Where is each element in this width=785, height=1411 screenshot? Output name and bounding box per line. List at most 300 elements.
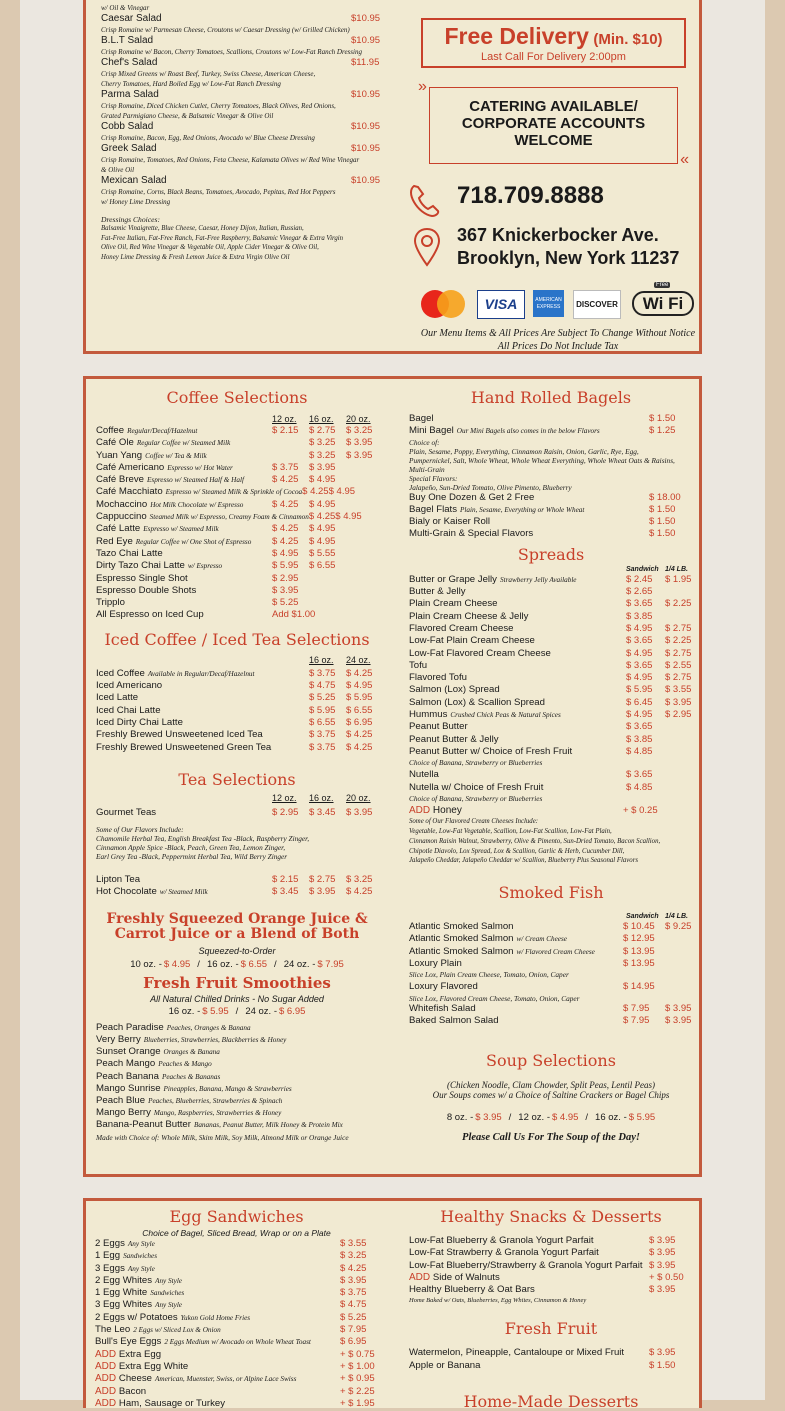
item-price: $ 3.95 bbox=[649, 1284, 676, 1296]
menu-item-row bbox=[409, 611, 693, 623]
orange-juice-subtitle: Squeezed-to-Order bbox=[198, 945, 276, 956]
menu-card-salads-info bbox=[83, 0, 702, 354]
soup-prices bbox=[409, 1112, 693, 1123]
dressing-options: Fat-Free Italian, Fat-Free Ranch, Fat-Free Raspberry, Balsamic Vinegar & Extra Virgin bbox=[101, 234, 344, 242]
item-description: Coffee w/ Tea & Milk bbox=[145, 451, 207, 460]
item-price: $ 4.95 bbox=[309, 474, 336, 486]
salad-row bbox=[101, 143, 381, 155]
item-price: $ 4.95 bbox=[272, 547, 299, 559]
item-label bbox=[409, 598, 626, 610]
item-label bbox=[96, 668, 309, 680]
item-label bbox=[96, 450, 272, 462]
salad-price: $10.95 bbox=[351, 175, 381, 186]
item-name: Hummus bbox=[409, 709, 448, 721]
item-label bbox=[96, 597, 272, 609]
item-price: $ 13.95 bbox=[623, 958, 655, 969]
item-name: Café Macchiato bbox=[96, 486, 163, 498]
soup-selections-title: Soup Selections bbox=[486, 1051, 616, 1071]
item-name: Cheese bbox=[118, 1373, 152, 1385]
item-name: Extra Egg bbox=[118, 1348, 162, 1360]
smoothie-name: Banana-Peanut Butter bbox=[96, 1119, 191, 1131]
item-description: Any Style bbox=[155, 1276, 183, 1285]
item-label bbox=[409, 660, 626, 672]
smoothie-name: Peach Paradise bbox=[96, 1021, 164, 1033]
item-label bbox=[409, 635, 626, 647]
menu-item-row bbox=[409, 1015, 693, 1027]
item-price: $ 6.55 bbox=[346, 704, 373, 716]
item-label bbox=[96, 680, 309, 692]
item-price: $ 4.95 bbox=[626, 647, 653, 659]
item-price: $ 5.95 bbox=[626, 684, 653, 696]
item-name: Café Americano bbox=[96, 461, 165, 473]
item-price: $ 4.25 bbox=[308, 511, 336, 523]
item-price: $ 6.95 bbox=[346, 716, 373, 728]
smoothies-subtitle: All Natural Chilled Drinks - No Sugar Added bbox=[150, 993, 324, 1004]
item-price: $ 4.85 bbox=[626, 745, 653, 757]
size-label: 10 oz. - bbox=[130, 958, 162, 970]
catering-line-1: CATERING AVAILABLE/ bbox=[469, 98, 638, 115]
size-price: $ 4.95 bbox=[163, 958, 191, 970]
size-label: 24 oz. - bbox=[283, 958, 316, 970]
egg-sandwiches-subtitle: Choice of Bagel, Sliced Bread, Wrap or on a Plate bbox=[142, 1228, 331, 1238]
menu-item-row bbox=[409, 782, 693, 794]
item-price: $ 3.95 bbox=[665, 696, 692, 708]
wifi-icon bbox=[632, 282, 696, 318]
delivery-title: Free Delivery bbox=[444, 23, 589, 49]
item-label bbox=[95, 1398, 340, 1410]
menu-item-row bbox=[96, 462, 378, 474]
item-price: $ 3.25 bbox=[309, 437, 336, 449]
bagels-column bbox=[409, 379, 693, 1174]
item-name: Side of Walnuts bbox=[432, 1271, 500, 1283]
add-label: ADD bbox=[95, 1397, 117, 1409]
item-price: $ 2.75 bbox=[665, 672, 692, 684]
orange-juice-title-1: Freshly Squeezed Orange Juice & bbox=[106, 910, 368, 927]
bagel-flavors-note: Special Flavors: bbox=[409, 473, 458, 483]
item-price: + $ 0.95 bbox=[340, 1373, 375, 1385]
item-name: Atlantic Smoked Salmon bbox=[409, 921, 514, 933]
smoothie-ingredients: Oranges & Banana bbox=[163, 1048, 220, 1057]
item-name: Bull's Eye Eggs bbox=[95, 1336, 162, 1348]
item-name: Peanut Butter & Jelly bbox=[409, 733, 499, 745]
item-price: $ 2.65 bbox=[626, 586, 653, 598]
item-name: 3 Egg Whites bbox=[95, 1299, 153, 1311]
item-price: $ 4.25 bbox=[302, 486, 329, 498]
salad-description: Crisp Romaine w/ Parmesan Cheese, Croutons w/ Caesar Dressing (w/ Grilled Chicken) bbox=[101, 26, 350, 34]
item-price: $ 5.95 bbox=[346, 692, 373, 704]
item-price: $ 6.55 bbox=[309, 560, 336, 572]
smoothie-row bbox=[96, 1022, 378, 1034]
item-name: Dirty Tazo Chai Latte bbox=[96, 560, 185, 572]
smoothie-ingredients: Peaches & Mango bbox=[158, 1060, 212, 1069]
menu-item-row bbox=[409, 516, 693, 528]
item-price: $ 4.75 bbox=[340, 1299, 367, 1311]
price-notice-2: All Prices Do Not Include Tax bbox=[497, 341, 619, 352]
item-name: Low-Fat Blueberry & Granola Yogurt Parfait bbox=[409, 1235, 594, 1246]
item-label bbox=[96, 573, 272, 585]
size-label: / bbox=[508, 1112, 512, 1124]
item-description: Espresso w/ Hot Water bbox=[167, 463, 233, 472]
salad-description: Cherry Tomatoes, Hard Boiled Egg w/ Low-Fat Ranch Dressing bbox=[101, 80, 281, 88]
item-price: $ 3.25 bbox=[340, 1250, 367, 1262]
item-description: Plain, Sesame, Everything or Whole Wheat bbox=[460, 505, 585, 514]
smoothie-prices bbox=[96, 1006, 378, 1017]
menu-item-row bbox=[409, 598, 693, 610]
item-name: Iced Coffee bbox=[96, 667, 145, 679]
item-price: $ 2.25 bbox=[665, 598, 692, 610]
item-price: $ 5.95 bbox=[309, 704, 336, 716]
smoothie-milk-note: Made with Choice of: Whole Milk, Skim Milk, Soy Milk, Almond Milk or Orange Juice bbox=[96, 1132, 349, 1142]
size-price: $ 3.95 bbox=[475, 1112, 502, 1124]
item-label bbox=[96, 462, 272, 474]
tea-size-header: 12 oz. 16 oz. 20 oz. bbox=[272, 792, 371, 803]
item-price: Add $1.00 bbox=[272, 609, 316, 621]
menu-item-row bbox=[95, 1373, 378, 1385]
item-price: $ 6.45 bbox=[626, 696, 653, 708]
smoothie-ingredients: Peaches & Bananas bbox=[161, 1072, 221, 1081]
item-price: $ 4.95 bbox=[335, 511, 362, 523]
item-price: $ 4.95 bbox=[328, 486, 356, 498]
double-chevron-left-icon: « bbox=[680, 151, 689, 168]
salad-description: Crisp Mixed Greens w/ Roast Beef, Turkey, Swiss Cheese, American Cheese, bbox=[101, 70, 316, 78]
coffee-size-header: 12 oz. 16 oz. 20 oz. bbox=[272, 414, 371, 424]
delivery-box bbox=[421, 18, 686, 68]
item-price: $ 2.25 bbox=[665, 635, 692, 647]
item-price: $ 2.75 bbox=[665, 622, 692, 634]
salad-description: w/ Oil & Vinegar bbox=[101, 4, 150, 12]
item-label bbox=[409, 921, 623, 933]
salad-row bbox=[101, 35, 381, 47]
menu-item-row bbox=[96, 573, 378, 585]
item-name: Low-Fat Plain Cream Cheese bbox=[409, 635, 535, 647]
item-label bbox=[409, 492, 649, 504]
tea-flavor-note: Chamomile Herbal Tea, English Breakfast Tea -Black, Raspberry Zinger, bbox=[96, 834, 310, 844]
visa-icon: VISA bbox=[477, 290, 525, 319]
item-label bbox=[95, 1263, 340, 1275]
item-label bbox=[409, 1347, 649, 1359]
phone-icon bbox=[408, 183, 442, 219]
item-name: Tripplo bbox=[96, 597, 125, 609]
smoothies-title: Fresh Fruit Smoothies bbox=[143, 973, 331, 992]
salad-description: & Olive Oil bbox=[101, 166, 135, 174]
item-price: $ 3.65 bbox=[626, 598, 653, 610]
menu-item-row bbox=[409, 528, 693, 540]
item-label bbox=[409, 697, 626, 709]
item-name: Café Latte bbox=[96, 523, 141, 535]
item-name: 3 Eggs bbox=[95, 1262, 125, 1274]
smoothie-ingredients: Peaches, Oranges & Banana bbox=[166, 1023, 251, 1032]
item-label bbox=[409, 672, 626, 684]
menu-item-row bbox=[96, 511, 378, 523]
item-label bbox=[96, 742, 309, 754]
menu-item-row bbox=[409, 921, 693, 933]
item-label bbox=[96, 609, 272, 621]
item-price: $ 4.25 bbox=[340, 1262, 367, 1274]
smoothie-label bbox=[96, 1119, 378, 1131]
soup-varieties: (Chicken Noodle, Clam Chowder, Split Peas, Lentil Peas) bbox=[447, 1080, 655, 1091]
menu-item-row bbox=[409, 958, 693, 970]
item-name: 1 Egg bbox=[95, 1250, 121, 1262]
item-price: $ 3.25 bbox=[309, 449, 336, 461]
item-label bbox=[409, 516, 649, 528]
item-description: Regular Coffee w/ Steamed Milk bbox=[136, 439, 231, 448]
orange-juice-prices bbox=[96, 959, 378, 970]
item-price: $ 4.95 bbox=[626, 709, 653, 721]
menu-item-row bbox=[96, 807, 378, 819]
item-price: $ 3.65 bbox=[626, 769, 653, 781]
menu-item-row bbox=[95, 1361, 378, 1373]
item-label bbox=[96, 437, 272, 449]
smoothie-label bbox=[96, 1095, 378, 1107]
menu-item-row bbox=[96, 705, 378, 717]
item-price: $ 1.50 bbox=[649, 413, 676, 424]
menu-item-row bbox=[409, 709, 693, 721]
size-price: $ 5.95 bbox=[202, 1005, 229, 1017]
add-label: ADD bbox=[409, 1271, 431, 1283]
add-label: ADD bbox=[95, 1348, 117, 1360]
add-label: ADD bbox=[95, 1385, 117, 1397]
salad-price: $11.95 bbox=[351, 57, 380, 68]
item-price: $ 3.65 bbox=[626, 659, 653, 671]
salad-row bbox=[101, 13, 381, 25]
salad-row bbox=[101, 89, 381, 101]
menu-item-row bbox=[409, 746, 693, 758]
smoothie-label bbox=[96, 1071, 378, 1083]
item-name: Baked Salmon Salad bbox=[409, 1014, 499, 1026]
menu-item-row bbox=[95, 1398, 378, 1410]
menu-item-row bbox=[96, 536, 378, 548]
item-name: Café Ole bbox=[96, 437, 134, 449]
item-name: Bagel Flats bbox=[409, 503, 457, 515]
menu-item-row bbox=[96, 548, 378, 560]
item-price: $ 1.50 bbox=[649, 516, 676, 528]
menu-item-row bbox=[96, 609, 378, 621]
menu-item-row bbox=[95, 1299, 378, 1311]
spreads-fruit-note-1: Choice of Banana, Strawberry or Blueberries bbox=[409, 758, 543, 768]
salad-description: Crisp Romaine w/ Bacon, Cherry Tomatoes, Scallions, Croutons w/ Low-Fat Ranch Dressing bbox=[101, 48, 362, 56]
item-price: $ 3.75 bbox=[309, 667, 336, 679]
size-label: / bbox=[585, 1112, 589, 1124]
bagel-flavors-note: Jalapeño, Sun-Dried Tomato, Olive Pimento, Blueberry bbox=[409, 482, 572, 492]
item-label bbox=[409, 1284, 649, 1296]
item-name: Gourmet Teas bbox=[96, 806, 157, 818]
item-price: $ 3.95 bbox=[649, 1347, 676, 1359]
menu-item-row bbox=[409, 413, 693, 425]
item-name: Nutella w/ Choice of Fresh Fruit bbox=[409, 781, 544, 793]
menu-item-row bbox=[409, 721, 693, 733]
menu-item-row bbox=[409, 1347, 693, 1359]
home-made-desserts-title: Home-Made Desserts bbox=[463, 1392, 639, 1411]
item-name: Butter & Jelly bbox=[409, 586, 466, 598]
item-name: Salmon (Lox) & Scallion Spread bbox=[409, 696, 545, 708]
item-label bbox=[409, 1260, 649, 1272]
item-label bbox=[409, 586, 626, 598]
menu-item-row bbox=[95, 1324, 378, 1336]
item-price: $ 4.25 bbox=[346, 729, 373, 741]
item-price: $ 6.55 bbox=[309, 716, 336, 728]
item-price: $ 10.45 bbox=[623, 921, 655, 933]
wifi-free-label: Free bbox=[656, 282, 669, 288]
menu-item-row bbox=[95, 1287, 378, 1299]
menu-item-row bbox=[409, 648, 693, 660]
item-name: Iced Americano bbox=[96, 680, 163, 692]
item-label bbox=[96, 717, 309, 729]
amex-icon: AMERICAN EXPRESS bbox=[533, 290, 564, 317]
address-line-1: 367 Knickerbocker Ave. bbox=[457, 225, 659, 245]
item-name: Mini Bagel bbox=[409, 425, 454, 437]
menu-item-row bbox=[409, 623, 693, 635]
salad-description: w/ Honey Lime Dressing bbox=[101, 198, 171, 206]
item-label bbox=[96, 585, 272, 597]
item-description: Espresso w/ Steamed Milk & Sprinkle of Cocoa bbox=[165, 488, 303, 497]
item-label bbox=[409, 746, 626, 758]
item-price: $ 2.75 bbox=[309, 425, 336, 436]
item-price: $ 5.95 bbox=[272, 560, 299, 572]
size-label: 16 oz. - bbox=[595, 1112, 627, 1124]
salad-row bbox=[101, 175, 381, 187]
menu-item-row bbox=[409, 672, 693, 684]
menu-item-row bbox=[96, 717, 378, 729]
item-label bbox=[409, 933, 623, 945]
size-label: 16 oz. - bbox=[206, 958, 239, 970]
healthy-snacks-title: Healthy Snacks & Desserts bbox=[440, 1207, 662, 1226]
item-label bbox=[96, 425, 272, 437]
salad-name: Caesar Salad bbox=[101, 13, 162, 24]
salads-column bbox=[101, 3, 381, 351]
item-label bbox=[409, 611, 626, 623]
item-price: $ 3.75 bbox=[309, 741, 336, 753]
cream-cheese-flavors-note: Chipotle Diavolo, Lox Spread, Lox & Scallion, Garlic & Herb, Cucumber Dill, bbox=[409, 847, 625, 855]
smoothie-name: Peach Mango bbox=[96, 1058, 156, 1070]
item-name: Flavored Tofu bbox=[409, 672, 467, 684]
item-price: $ 3.55 bbox=[340, 1238, 367, 1249]
item-name: Lipton Tea bbox=[96, 874, 141, 886]
salad-name: Cobb Salad bbox=[101, 121, 154, 132]
menu-item-row bbox=[95, 1386, 378, 1398]
item-label bbox=[409, 782, 626, 794]
item-label bbox=[409, 721, 626, 733]
item-price: $ 3.25 bbox=[346, 425, 373, 436]
size-price: $ 6.55 bbox=[240, 958, 268, 970]
item-price: $ 1.95 bbox=[665, 573, 692, 585]
menu-item-row bbox=[95, 1238, 378, 1250]
smoothie-name: Peach Blue bbox=[96, 1094, 146, 1106]
item-name: Yuan Yang bbox=[96, 449, 143, 461]
spreads-title: Spreads bbox=[517, 544, 585, 564]
tea-flavor-note: Cinnamon Apple Spice -Black, Peach, Green Tea, Lemon Zinger, bbox=[96, 843, 286, 853]
item-price: $ 6.95 bbox=[340, 1336, 367, 1348]
item-price: $ 3.55 bbox=[665, 684, 692, 696]
item-name: 1 Egg White bbox=[95, 1287, 148, 1299]
item-name: Salmon (Lox) Spread bbox=[409, 684, 500, 696]
item-price: $ 3.95 bbox=[346, 449, 373, 461]
item-label bbox=[96, 548, 272, 560]
item-description: Any Style bbox=[155, 1301, 183, 1310]
double-chevron-right-icon: » bbox=[418, 78, 427, 95]
menu-item-row bbox=[95, 1263, 378, 1275]
item-name: Buy One Dozen & Get 2 Free bbox=[409, 491, 535, 503]
salad-name: Chef's Salad bbox=[101, 57, 158, 68]
item-price: $ 3.45 bbox=[309, 806, 336, 818]
item-description: Espresso w/ Steamed Half & Half bbox=[147, 476, 244, 485]
menu-item-row bbox=[409, 697, 693, 709]
item-price: $ 14.95 bbox=[623, 981, 655, 993]
item-name: Bagel bbox=[409, 413, 434, 424]
catering-line-2: CORPORATE ACCOUNTS bbox=[461, 115, 646, 132]
item-name: Flavored Cream Cheese bbox=[409, 622, 514, 634]
item-price: $ 7.95 bbox=[340, 1324, 367, 1336]
menu-item-row bbox=[95, 1250, 378, 1262]
item-label bbox=[409, 1247, 649, 1259]
dressing-options: Olive Oil, Red Wine Vinegar & Vegetable Oil, Apple Cider Vinegar & Olive Oil, bbox=[101, 244, 319, 251]
item-name: Iced Latte bbox=[96, 692, 139, 704]
menu-item-row bbox=[96, 450, 378, 462]
item-price: $ 3.75 bbox=[340, 1287, 367, 1299]
menu-item-row bbox=[409, 586, 693, 598]
item-price: $ 4.85 bbox=[626, 781, 653, 793]
item-price: $ 5.25 bbox=[309, 692, 336, 704]
catering-box bbox=[418, 78, 689, 168]
item-price: $ 3.95 bbox=[309, 461, 336, 473]
item-name: Extra Egg White bbox=[118, 1360, 189, 1372]
item-name: Plain Cream Cheese & Jelly bbox=[409, 610, 529, 622]
item-price: $ 2.95 bbox=[272, 572, 299, 584]
item-label bbox=[95, 1336, 340, 1348]
smoothie-row bbox=[96, 1095, 378, 1107]
item-price: $ 2.75 bbox=[309, 874, 336, 886]
item-description: Available in Regular/Decaf/Hazelnut bbox=[147, 669, 255, 678]
item-name: 2 Egg Whites bbox=[95, 1274, 153, 1286]
item-price: $ 2.15 bbox=[272, 874, 299, 886]
item-name: Loxury Flavored bbox=[409, 981, 478, 993]
item-description: Sandwiches bbox=[150, 1289, 185, 1298]
item-description: Sandwiches bbox=[123, 1252, 158, 1261]
item-price: $ 9.25 bbox=[665, 921, 692, 933]
menu-item-row bbox=[96, 523, 378, 535]
menu-item-row bbox=[96, 729, 378, 741]
bagel-flavors-note: Choice of: bbox=[409, 437, 440, 447]
item-price: $ 3.65 bbox=[626, 635, 653, 647]
item-label bbox=[409, 574, 626, 586]
item-name: Mochaccino bbox=[96, 498, 148, 510]
item-price: $ 4.95 bbox=[309, 535, 336, 547]
item-price: $ 1.50 bbox=[649, 503, 676, 515]
salad-price: $10.95 bbox=[351, 35, 381, 46]
menu-item-row bbox=[96, 597, 378, 609]
smoothie-name: Sunset Orange bbox=[96, 1046, 161, 1058]
item-name: Apple or Banana bbox=[409, 1359, 481, 1371]
menu-item-row bbox=[96, 874, 378, 886]
item-label bbox=[95, 1349, 340, 1361]
cream-cheese-flavors-note: Some of Our Flavored Cream Cheeses Include: bbox=[409, 818, 538, 826]
item-label bbox=[95, 1250, 340, 1262]
smoothie-row bbox=[96, 1058, 378, 1070]
item-label bbox=[96, 499, 272, 511]
item-label bbox=[95, 1287, 340, 1299]
item-name: Freshly Brewed Unsweetened Green Tea bbox=[96, 741, 272, 753]
salad-name: Mexican Salad bbox=[101, 175, 167, 186]
menu-item-row bbox=[95, 1336, 378, 1348]
item-name: Freshly Brewed Unsweetened Iced Tea bbox=[96, 729, 263, 741]
item-label bbox=[409, 1360, 649, 1372]
menu-item-row bbox=[95, 1312, 378, 1324]
item-name: Café Breve bbox=[96, 474, 144, 486]
smoothie-row bbox=[96, 1034, 378, 1046]
menu-item-row bbox=[409, 635, 693, 647]
item-price: + $ 1.95 bbox=[340, 1397, 375, 1409]
item-price: $ 3.95 bbox=[649, 1247, 676, 1259]
bagel-flavors-note: Plain, Sesame, Poppy, Everything, Cinnamon Raisin, Onion, Garlic, Rye, Egg, bbox=[409, 446, 639, 456]
